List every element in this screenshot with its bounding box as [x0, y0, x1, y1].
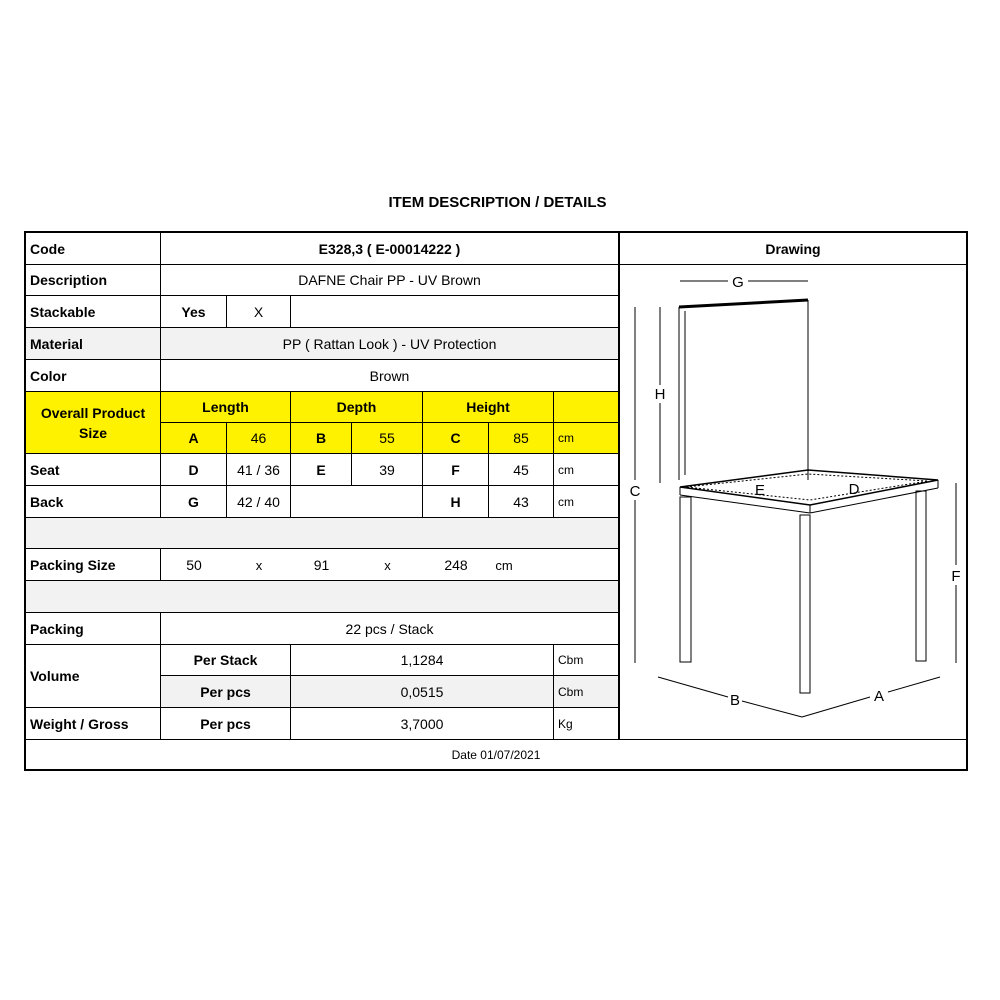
weight-per-pcs-label: Per pcs	[161, 708, 291, 740]
code-label: Code	[26, 233, 161, 265]
drawing-label-d: D	[848, 481, 860, 498]
description-label: Description	[26, 265, 161, 296]
height-header: Height	[423, 392, 554, 423]
packing-x2: x	[384, 557, 391, 573]
dim-e-letter: E	[291, 454, 352, 486]
dim-f-value: 45	[489, 454, 554, 486]
volume-pcs-unit: Cbm	[554, 676, 619, 708]
drawing-label-a: A	[873, 688, 885, 705]
dim-c-value: 85	[489, 423, 554, 454]
stackable-yes: Yes	[161, 296, 227, 328]
document-title: ITEM DESCRIPTION / DETAILS	[388, 194, 607, 211]
color-value: Brown	[161, 360, 619, 392]
chair-drawing	[620, 265, 966, 739]
spacer-row	[26, 518, 619, 549]
packing-x1: x	[255, 557, 263, 573]
seat-label: Seat	[26, 454, 161, 486]
length-header: Length	[161, 392, 291, 423]
spec-sheet-frame	[24, 231, 968, 771]
stackable-empty	[291, 296, 619, 328]
stackable-label: Stackable	[26, 296, 161, 328]
dim-d-letter: D	[161, 454, 227, 486]
code-value: E328,3 ( E-00014222 )	[161, 233, 619, 265]
dim-b-line-left	[658, 677, 728, 697]
description-value: DAFNE Chair PP - UV Brown	[161, 265, 619, 296]
volume-stack-unit: Cbm	[554, 645, 619, 676]
material-label: Material	[26, 328, 161, 360]
drawing-label-e: E	[754, 482, 766, 499]
drawing-label-c: C	[629, 483, 641, 500]
dim-d-value: 41 / 36	[227, 454, 291, 486]
leg-back-left	[680, 497, 691, 662]
dim-h-letter: H	[423, 486, 489, 518]
packing-unit: cm	[495, 557, 513, 573]
back-label: Back	[26, 486, 161, 518]
seat-apron-left	[680, 495, 810, 513]
dim-b-value: 55	[352, 423, 423, 454]
volume-label: Volume	[26, 645, 161, 708]
packing-size-label: Packing Size	[26, 549, 161, 581]
weight-value: 3,7000	[291, 708, 554, 740]
seat-top	[680, 470, 938, 505]
backrest-top	[679, 300, 808, 307]
dim-c-letter: C	[423, 423, 489, 454]
seat-inner	[686, 474, 928, 500]
dim-b-letter: B	[291, 423, 352, 454]
volume-per-pcs-label: Per pcs	[161, 676, 291, 708]
drawing-label-g: G	[732, 274, 744, 291]
dim-g-value: 42 / 40	[227, 486, 291, 518]
volume-per-stack-label: Per Stack	[161, 645, 291, 676]
dim-b-line-right	[742, 701, 802, 717]
drawing-area	[619, 265, 966, 740]
color-label: Color	[26, 360, 161, 392]
packing-depth: 91	[313, 557, 330, 573]
date-footer: Date 01/07/2021	[451, 748, 541, 762]
spacer-row-2	[26, 581, 619, 613]
drawing-label-h: H	[654, 386, 666, 403]
dim-e-value: 39	[352, 454, 423, 486]
weight-unit: Kg	[554, 708, 619, 740]
packing-value: 22 pcs / Stack	[161, 613, 619, 645]
overall-unit-header	[554, 392, 619, 423]
drawing-header: Drawing	[619, 233, 966, 265]
material-value: PP ( Rattan Look ) - UV Protection	[161, 328, 619, 360]
stackable-mark: X	[227, 296, 291, 328]
dim-g-letter: G	[161, 486, 227, 518]
weight-label: Weight / Gross	[26, 708, 161, 740]
packing-height: 248	[444, 557, 468, 573]
leg-front	[800, 515, 810, 693]
dim-a-value: 46	[227, 423, 291, 454]
overall-size-label: Overall Product Size	[26, 392, 161, 454]
leg-back-right	[916, 491, 926, 661]
dim-a-line-right	[888, 677, 940, 692]
dim-f-letter: F	[423, 454, 489, 486]
volume-per-pcs-value: 0,0515	[291, 676, 554, 708]
depth-header: Depth	[291, 392, 423, 423]
packing-length: 50	[186, 557, 202, 573]
packing-label: Packing	[26, 613, 161, 645]
drawing-label-f: F	[951, 568, 961, 585]
drawing-label-b: B	[729, 692, 741, 709]
dim-h-value: 43	[489, 486, 554, 518]
dim-a-letter: A	[161, 423, 227, 454]
volume-per-stack-value: 1,1284	[291, 645, 554, 676]
dim-a-line-left	[802, 697, 870, 717]
seat-unit: cm	[554, 454, 619, 486]
back-empty	[291, 486, 423, 518]
back-unit: cm	[554, 486, 619, 518]
overall-unit: cm	[554, 423, 619, 454]
